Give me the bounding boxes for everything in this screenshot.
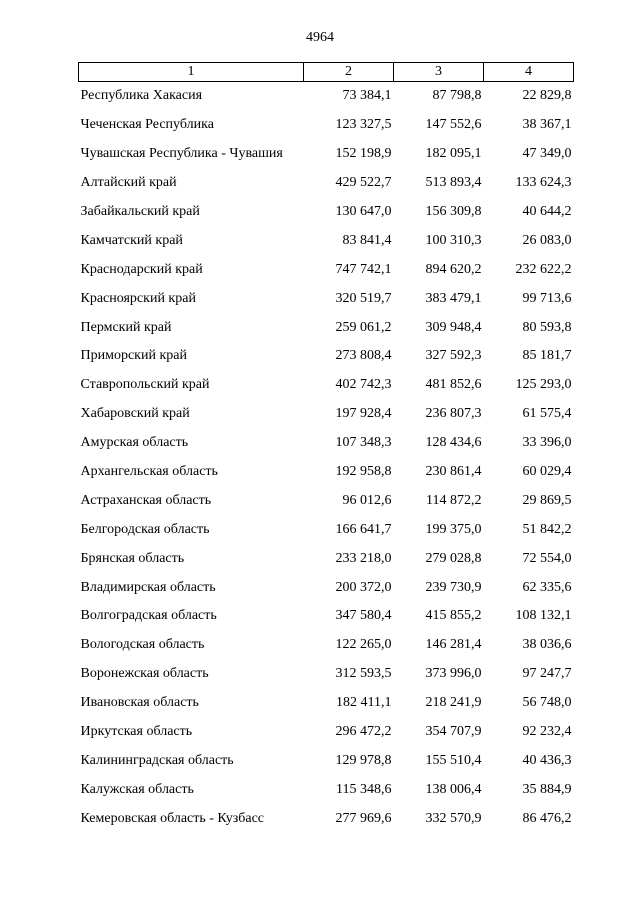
table-row — [79, 718, 574, 747]
table-row — [79, 486, 574, 515]
column-header-1: 1 — [79, 63, 304, 82]
region-name-cell: Калужская область — [80, 781, 194, 797]
table-row — [79, 226, 574, 255]
value-cell-col4: 62 335,6 — [522, 579, 572, 595]
table-row — [79, 313, 574, 342]
value-cell-col4: 38 367,1 — [522, 117, 572, 133]
table-row — [79, 255, 574, 284]
value-cell-col3: 354 707,9 — [425, 724, 482, 740]
value-cell-col2: 115 348,6 — [336, 781, 392, 797]
value-cell-col4: 72 554,0 — [522, 550, 572, 566]
value-cell-col4: 38 036,6 — [522, 637, 572, 653]
value-cell-col2: 83 841,4 — [342, 232, 392, 248]
value-cell-col2: 273 808,4 — [335, 348, 392, 364]
table-row — [79, 458, 574, 487]
value-cell-col3: 894 620,2 — [425, 261, 482, 277]
value-cell-col3: 383 479,1 — [425, 290, 482, 306]
value-cell-col3: 481 852,6 — [425, 377, 482, 393]
value-cell-col4: 61 575,4 — [522, 406, 572, 422]
value-cell-col3: 230 861,4 — [425, 464, 482, 480]
value-cell-col4: 35 884,9 — [522, 781, 572, 797]
value-cell-col4: 29 869,5 — [522, 492, 572, 508]
value-cell-col3: 87 798,8 — [432, 88, 482, 104]
value-cell-col2: 122 265,0 — [335, 637, 392, 653]
value-cell-col4: 26 083,0 — [522, 232, 572, 248]
region-name-cell: Чувашская Республика - Чувашия — [80, 146, 283, 162]
table-row — [79, 631, 574, 660]
regions-table — [78, 62, 574, 833]
table-row — [79, 804, 574, 833]
value-cell-col4: 108 132,1 — [515, 608, 572, 624]
value-cell-col4: 232 622,2 — [515, 261, 572, 277]
value-cell-col2: 429 522,7 — [335, 175, 392, 191]
value-cell-col2: 130 647,0 — [335, 204, 392, 219]
value-cell-col4: 85 181,7 — [522, 348, 572, 364]
value-cell-col2: 233 218,0 — [335, 550, 392, 566]
region-name-cell: Забайкальский край — [80, 204, 200, 219]
value-cell-col4: 33 396,0 — [522, 435, 572, 451]
table-row — [79, 429, 574, 458]
value-cell-col4: 86 476,2 — [522, 810, 572, 826]
value-cell-col3: 146 281,4 — [425, 637, 482, 653]
region-name-cell: Хабаровский край — [80, 406, 190, 422]
value-cell-col2: 200 372,0 — [335, 579, 392, 595]
value-cell-col3: 155 510,4 — [425, 752, 482, 768]
value-cell-col2: 73 384,1 — [342, 88, 392, 104]
table-row — [79, 284, 574, 313]
value-cell-col4: 40 436,3 — [522, 752, 572, 768]
value-cell-col3: 332 570,9 — [425, 810, 482, 826]
value-cell-col3: 327 592,3 — [425, 348, 482, 364]
table-row — [79, 775, 574, 804]
region-name-cell: Вологодская область — [80, 637, 205, 653]
value-cell-col2: 320 519,7 — [335, 290, 392, 306]
value-cell-col2: 123 327,5 — [335, 117, 392, 133]
region-name-cell: Брянская область — [80, 550, 185, 566]
region-name-cell: Иркутская область — [80, 724, 193, 740]
value-cell-col4: 125 293,0 — [515, 377, 572, 393]
region-name-cell: Владимирская область — [80, 579, 216, 595]
region-name-cell: Амурская область — [80, 435, 189, 451]
value-cell-col4: 56 748,0 — [522, 695, 572, 711]
region-name-cell: Камчатский край — [80, 232, 183, 248]
value-cell-col2: 312 593,5 — [335, 666, 392, 682]
region-name-cell: Республика Хакасия — [80, 88, 203, 104]
table-row — [79, 400, 574, 429]
value-cell-col3: 182 095,1 — [425, 146, 482, 162]
value-cell-col3: 236 807,3 — [425, 406, 482, 422]
value-cell-col3: 415 855,2 — [425, 608, 482, 624]
region-name-cell: Алтайский край — [80, 175, 177, 191]
value-cell-col4: 133 624,3 — [515, 175, 572, 191]
region-name-cell: Кемеровская область - Кузбасс — [80, 810, 265, 826]
value-cell-col2: 182 411,1 — [336, 695, 392, 711]
table-row — [79, 746, 574, 775]
table-row — [79, 371, 574, 400]
value-cell-col2: 107 348,3 — [335, 435, 392, 451]
region-name-cell: Красноярский край — [80, 290, 196, 306]
value-cell-col4: 40 644,2 — [522, 204, 572, 219]
region-name-cell: Калининградская область — [80, 752, 234, 768]
region-name-cell: Ставропольский край — [80, 377, 210, 393]
table-row — [79, 342, 574, 371]
value-cell-col2: 166 641,7 — [335, 521, 392, 537]
table-row — [79, 689, 574, 718]
value-cell-col3: 279 028,8 — [425, 550, 482, 566]
table-row — [79, 140, 574, 169]
value-cell-col3: 138 006,4 — [425, 781, 482, 797]
table-row — [79, 515, 574, 544]
value-cell-col2: 402 742,3 — [335, 377, 392, 393]
region-name-cell: Чеченская Республика — [80, 117, 214, 133]
page-number: 4964 — [306, 30, 334, 45]
value-cell-col3: 100 310,3 — [425, 232, 482, 248]
table-row — [79, 573, 574, 602]
value-cell-col4: 97 247,7 — [522, 666, 572, 682]
region-name-cell: Воронежская область — [80, 666, 209, 682]
value-cell-col4: 22 829,8 — [522, 88, 572, 104]
value-cell-col4: 99 713,6 — [522, 290, 572, 306]
value-cell-col2: 96 012,6 — [342, 492, 392, 508]
value-cell-col3: 239 730,9 — [425, 579, 482, 595]
region-name-cell: Волгоградская область — [80, 608, 217, 624]
column-header-3: 3 — [394, 63, 484, 82]
value-cell-col4: 51 842,2 — [522, 521, 572, 537]
value-cell-col4: 80 593,8 — [522, 319, 572, 335]
value-cell-col3: 199 375,0 — [425, 521, 482, 537]
value-cell-col3: 147 552,6 — [425, 117, 482, 133]
value-cell-col3: 513 893,4 — [425, 175, 482, 191]
table-row — [79, 169, 574, 198]
value-cell-col2: 747 742,1 — [335, 261, 392, 277]
value-cell-col4: 60 029,4 — [522, 464, 572, 480]
table-body — [79, 82, 574, 834]
region-name-cell: Приморский край — [80, 348, 187, 364]
header-row — [79, 63, 574, 82]
value-cell-col3: 218 241,9 — [425, 695, 482, 711]
region-name-cell: Архангельская область — [80, 464, 218, 480]
value-cell-col2: 129 978,8 — [335, 752, 392, 768]
value-cell-col2: 192 958,8 — [335, 464, 392, 480]
region-name-cell: Белгородская область — [80, 521, 210, 537]
table-row — [79, 198, 574, 227]
table-row — [79, 111, 574, 140]
value-cell-col2: 197 928,4 — [335, 406, 392, 422]
table-row — [79, 82, 574, 111]
value-cell-col2: 259 061,2 — [335, 319, 392, 335]
value-cell-col4: 47 349,0 — [522, 146, 572, 162]
value-cell-col3: 373 996,0 — [425, 666, 482, 682]
value-cell-col3: 128 434,6 — [425, 435, 482, 451]
region-name-cell: Краснодарский край — [80, 261, 203, 277]
value-cell-col4: 92 232,4 — [522, 724, 572, 740]
value-cell-col2: 347 580,4 — [335, 608, 392, 624]
region-name-cell: Пермский край — [80, 319, 172, 335]
region-name-cell: Ивановская область — [80, 695, 199, 711]
value-cell-col3: 309 948,4 — [425, 319, 482, 335]
table-row — [79, 602, 574, 631]
value-cell-col2: 152 198,9 — [335, 146, 392, 162]
value-cell-col3: 156 309,8 — [425, 204, 482, 219]
value-cell-col3: 114 872,2 — [426, 492, 482, 508]
table-row — [79, 544, 574, 573]
table-row — [79, 660, 574, 689]
column-header-2: 2 — [304, 63, 394, 82]
value-cell-col2: 296 472,2 — [335, 724, 392, 740]
region-name-cell: Астраханская область — [80, 492, 212, 508]
column-header-4: 4 — [484, 63, 574, 82]
value-cell-col2: 277 969,6 — [335, 810, 392, 826]
